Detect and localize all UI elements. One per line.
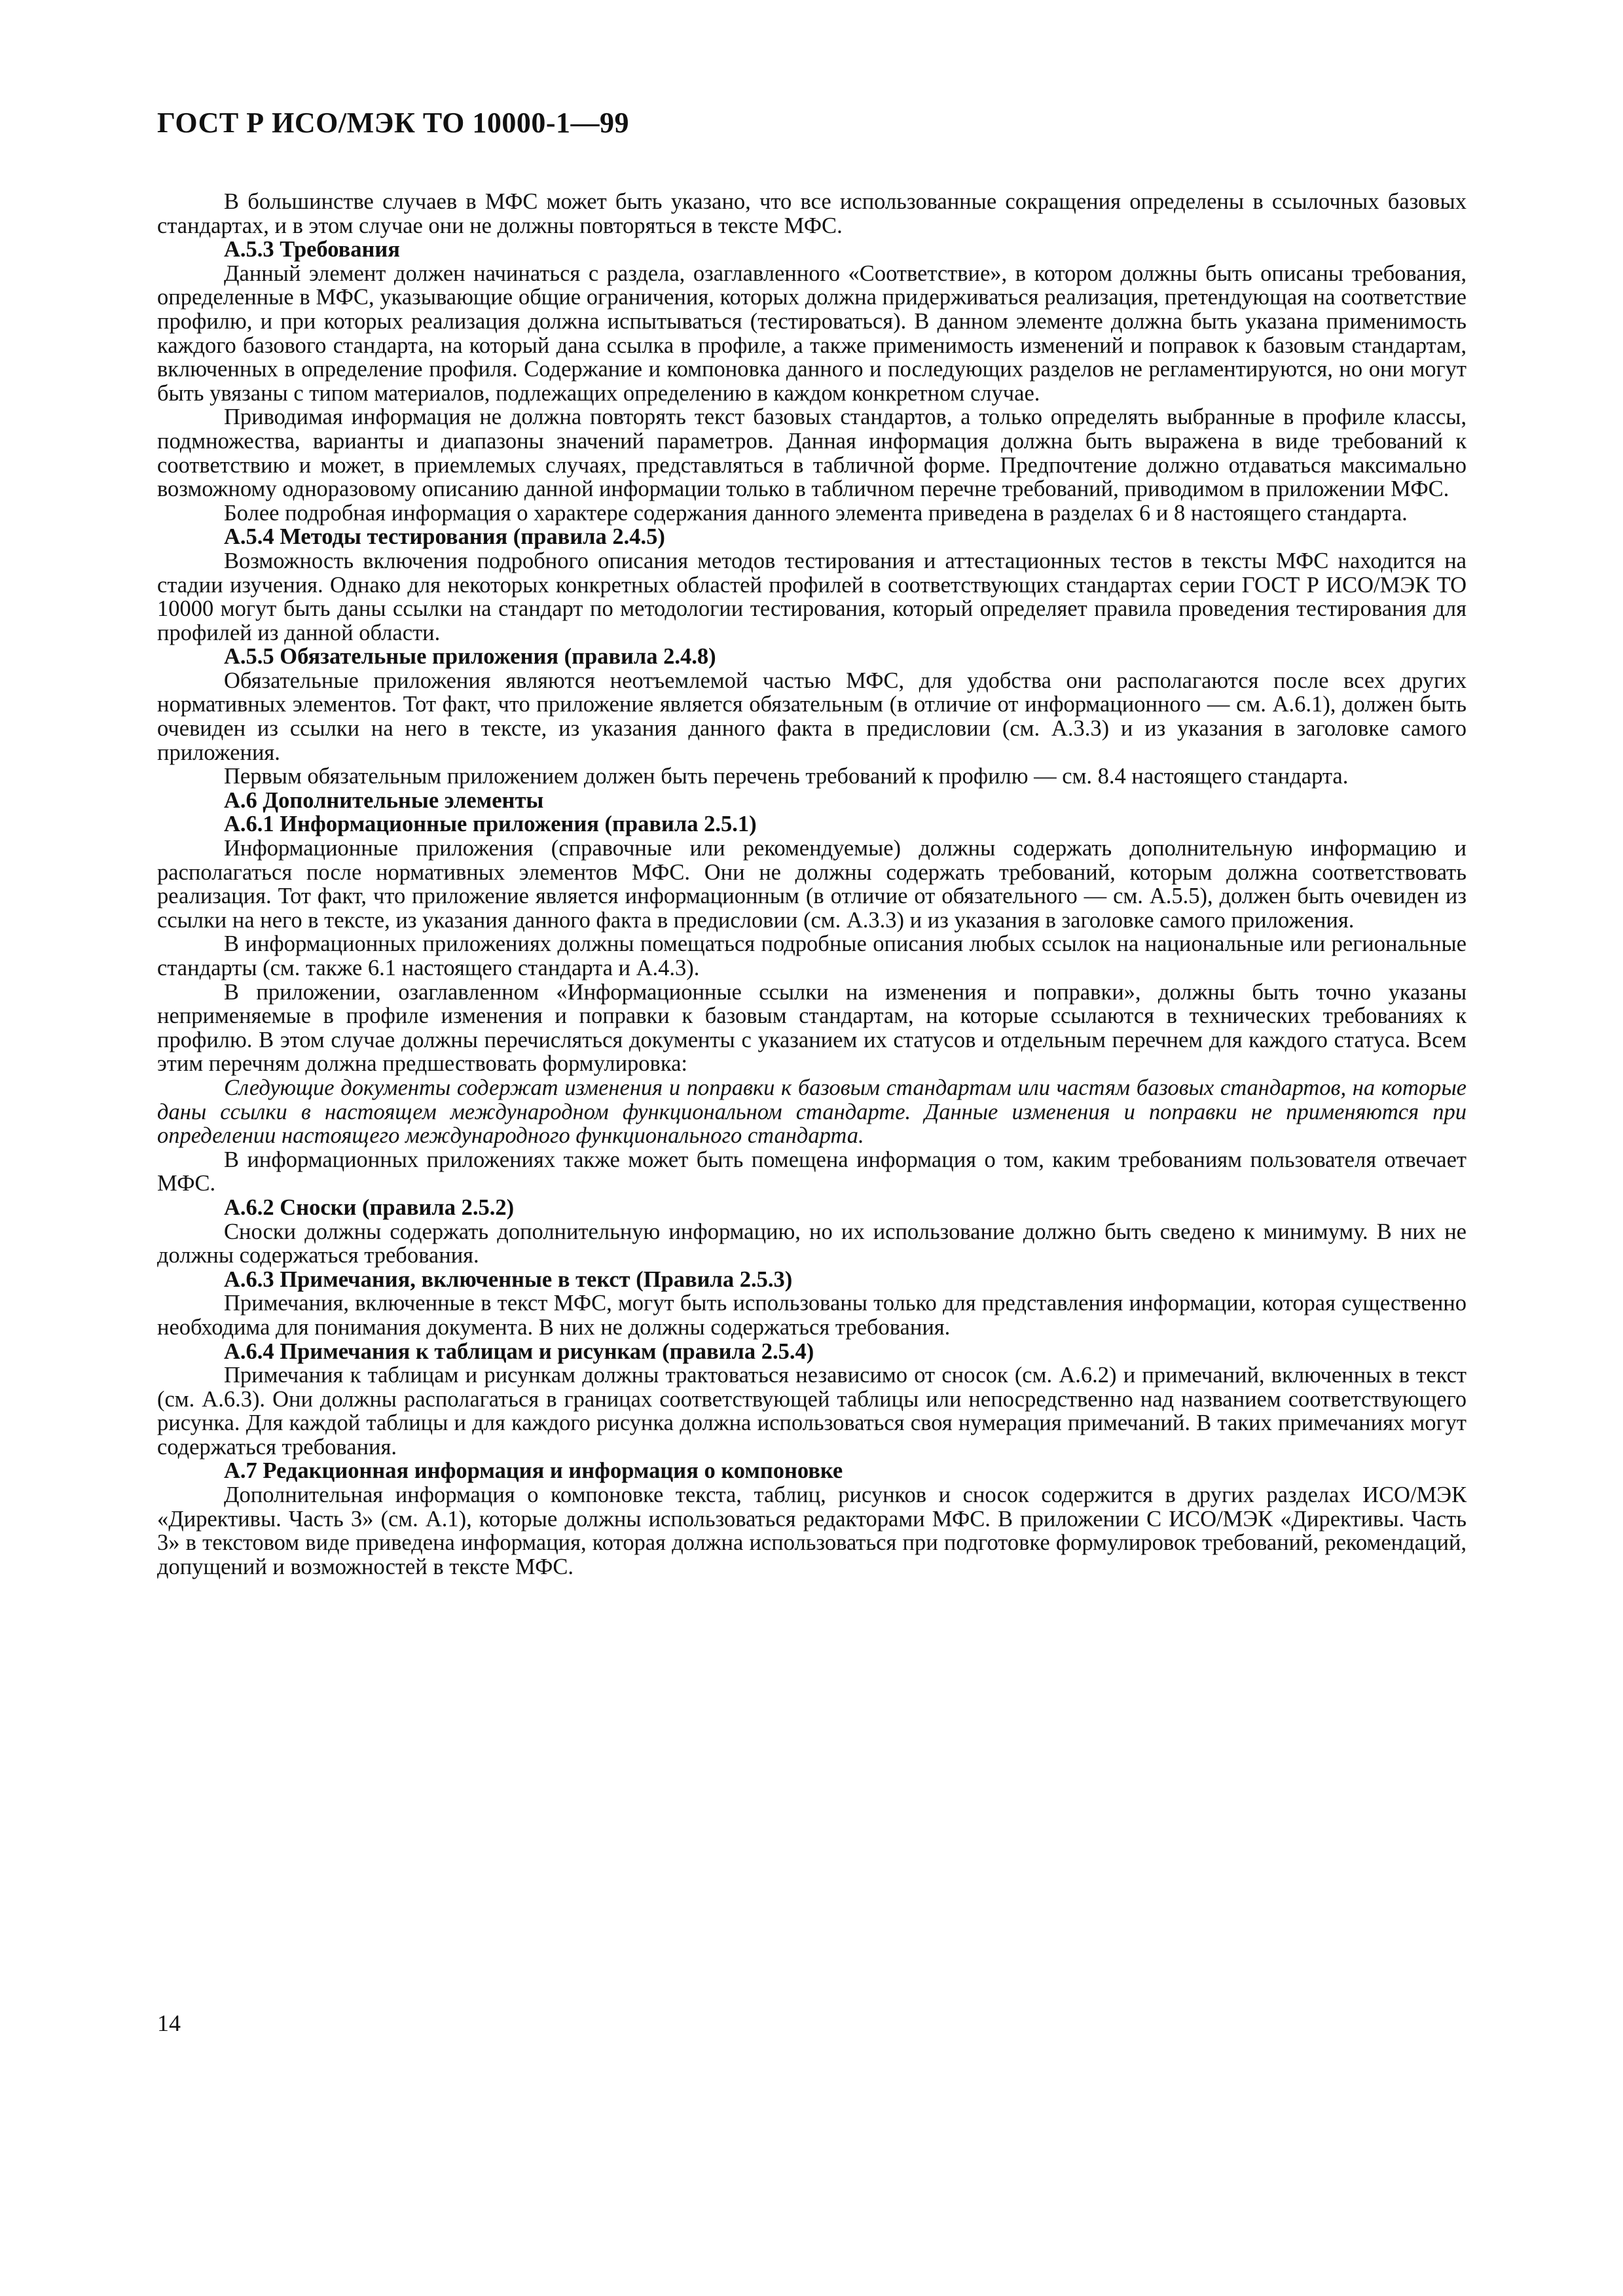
section-heading-a7: А.7 Редакционная информация и информация о компоновке [224,1458,843,1484]
paragraph: Примечания к таблицам и рисункам должны трактоваться независимо от сносок (см. А.6.2) и примечаний, включенных в текст (см. А.6.3). Они должны располагаться в границах соответствующей таблицы или непосредственно над названием соответствующего рисунка. Для каждой таблицы и для каждого рисунка должна использоваться своя нумерация примечаний. В таких примечаниях могут содержаться требования. [157,1363,1467,1460]
section-heading-a54: А.5.4 Методы тестирования (правила 2.4.5) [224,524,665,550]
document-code-header: ГОСТ Р ИСО/МЭК ТО 10000-1—99 [157,107,630,139]
paragraph: В информационных приложениях должны помещаться подробные описания любых ссылок на национальные или региональные стандарты (см. также 6.1 настоящего стандарта и А.4.3). [157,931,1467,980]
italic-formulation-paragraph: Следующие документы содержат изменения и поправки к базовым стандартам или частям базовых стандартов, на которые даны ссылки в настоящем международном функциональном стандарте. Данные изменения и поправки не применяются при определении настоящего международного функционального стандарта. [157,1075,1467,1149]
section-heading-a61: А.6.1 Информационные приложения (правила 2.5.1) [224,812,757,837]
section-heading-a63: А.6.3 Примечания, включенные в текст (Правила 2.5.3) [224,1266,793,1292]
paragraph: В большинстве случаев в МФС может быть указано, что все использованные сокращения определены в ссылочных базовых стандартах, и в этом случае они не должны повторяться в тексте МФС. [157,189,1467,238]
paragraph: Первым обязательным приложением должен быть перечень требований к профилю — см. 8.4 настоящего стандарта. [224,764,1349,789]
paragraph: Дополнительная информация о компоновке текста, таблиц, рисунков и сносок содержится в других разделах ИСО/МЭК «Директивы. Часть 3» (см. А.1), которые должны использоваться редакторами МФС. В приложении С ИСО/МЭК «Директивы. Часть 3» в текстовом виде приведена информация, которая должна использоваться при подготовке формулировок требований, рекомендаций, допущений и возможностей в тексте МФС. [157,1482,1467,1579]
paragraph: В приложении, озаглавленном «Информационные ссылки на изменения и поправки», должны быть точно указаны неприменяемые в профиле изменения и поправки к базовым стандартам, на которые ссылаются в технических требованиях к профилю. В этом случае должны перечисляться документы с указанием их статусов и отдельным перечнем для каждого статуса. Всем этим перечням должна предшествовать формулировка: [157,979,1467,1077]
section-heading-a64: А.6.4 Примечания к таблицам и рисункам (правила 2.5.4) [224,1338,814,1364]
paragraph: Сноски должны содержать дополнительную информацию, но их использование должно быть сведено к минимуму. В них не должны содержаться требования. [157,1219,1467,1268]
paragraph: Более подробная информация о характере содержания данного элемента приведена в разделах 6 и 8 настоящего стандарта. [224,500,1408,526]
paragraph: Возможность включения подробного описания методов тестирования и аттестационных тестов в тексты МФС находится на стадии изучения. Однако для некоторых конкретных областей профилей в соответствующих стандартах серии ГОСТ Р ИСО/МЭК ТО 10000 могут быть даны ссылки на стандарт по методологии тестирования, который определяет правила проведения тестирования для профилей из данной области. [157,548,1467,645]
paragraph: Информационные приложения (справочные или рекомендуемые) должны содержать дополнительную информацию и располагаться после нормативных элементов МФС. Они не должны содержать требований, которым должна соответствовать реализация. Тот факт, что приложение является информационным (в отличие от обязательного — см. А.5.5), должен быть очевиден из ссылки на него в тексте, из указания данного факта в предисловии (см. А.3.3) и из указания в заголовке самого приложения. [157,836,1467,933]
section-heading-a6: А.6 Дополнительные элементы [224,787,544,813]
paragraph: В информационных приложениях также может быть помещена информация о том, каким требованиям пользователя отвечает МФС. [157,1147,1467,1196]
section-heading-a55: А.5.5 Обязательные приложения (правила 2.4.8) [224,644,716,670]
paragraph: Приводимая информация не должна повторять текст базовых стандартов, а только определять выбранные в профиле классы, подмножества, варианты и диапазоны значений параметров. Данная информация должна быть выражена в виде требований к соответствию и может, в приемлемых случаях, представляться в табличной форме. Предпочтение должно отдаваться максимально возможному одноразовому описанию данной информации только в табличном перечне требований, приводимом в приложении МФС. [157,404,1467,502]
section-heading-a62: А.6.2 Сноски (правила 2.5.2) [224,1194,515,1220]
paragraph: Примечания, включенные в текст МФС, могут быть использованы только для представления информации, которая существенно необходима для понимания документа. В них не должны содержаться требования. [157,1291,1467,1340]
paragraph: Обязательные приложения являются неотъемлемой частью МФС, для удобства они располагаются после всех других нормативных элементов. Тот факт, что приложение является обязательным (в отличие от информационного — см. А.6.1), должен быть очевиден из ссылки на него в тексте, из указания данного факта в предисловии (см. А.3.3) и из указания в заголовке самого приложения. [157,668,1467,765]
document-body [157,190,1467,1579]
paragraph: Данный элемент должен начинаться с раздела, озаглавленного «Соответствие», в котором должны быть описаны требования, определенные в МФС, указывающие общие ограничения, которых должна придерживаться реализация, претендующая на соответствие профилю, и при которых реализация должна испытываться (тестироваться). В данном элементе должна быть указана применимость каждого базового стандарта, на который дана ссылка в профиле, а также применимость изменений и поправок к базовым стандартам, включенных в определение профиля. Содержание и компоновка данного и последующих разделов не регламентируются, но они могут быть увязаны с типом материалов, подлежащих определению в каждом конкретном случае. [157,260,1467,406]
page-number: 14 [157,2010,181,2036]
section-heading-a53: А.5.3 Требования [224,237,400,262]
